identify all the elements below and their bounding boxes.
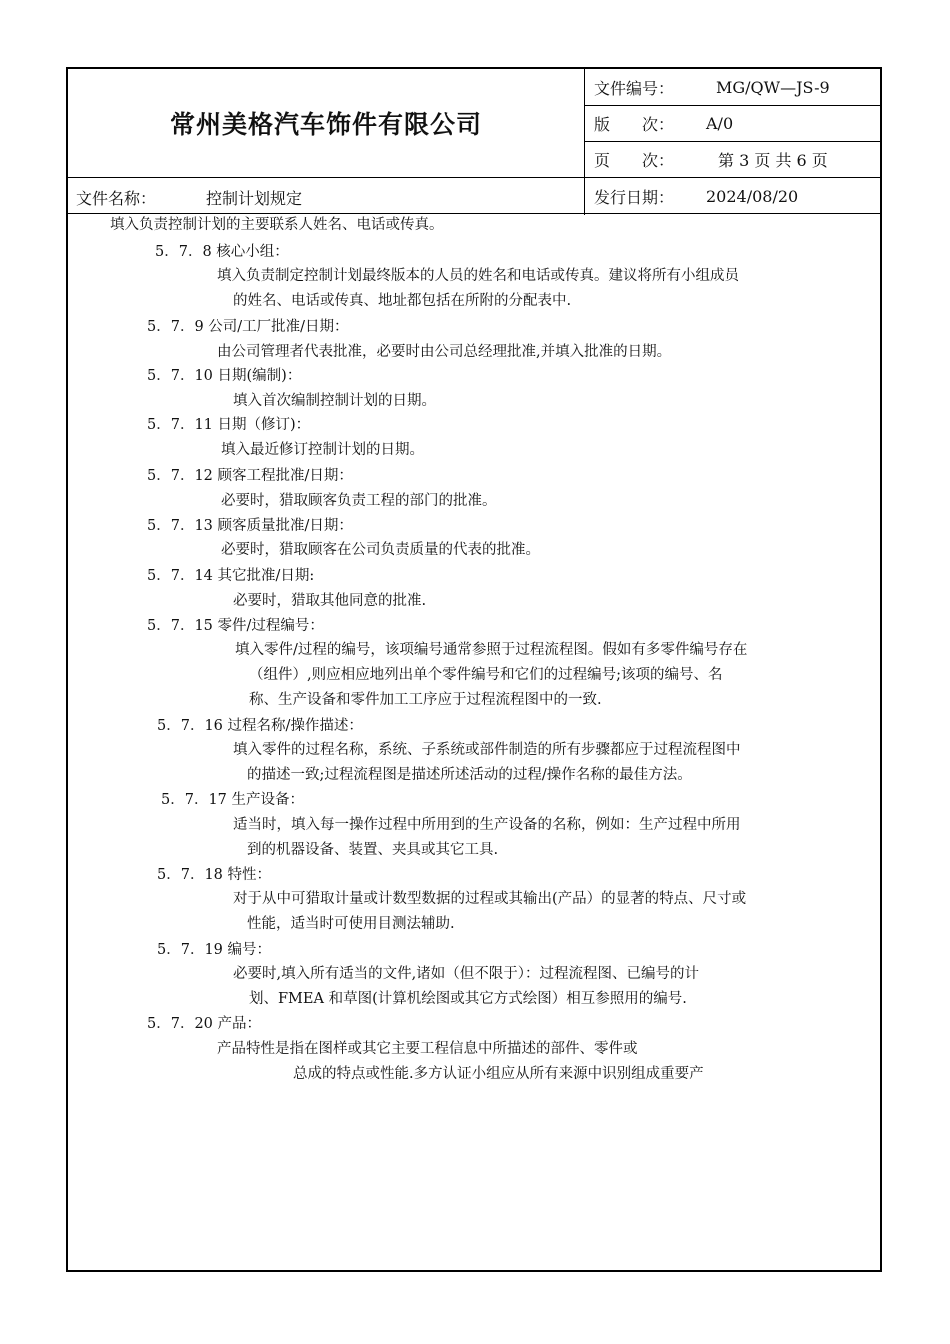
doc-number-value: MG/QW—JS-9 xyxy=(716,77,830,97)
body-line: 填入零件的过程名称，系统、子系统或部件制造的所有步骤都应于过程流程图中 xyxy=(233,742,741,758)
section-heading: 5．7．17 生产设备： xyxy=(161,792,305,808)
body-line: 必要时，猎取顾客负责工程的部门的批准。 xyxy=(221,493,497,509)
version-value: A/0 xyxy=(706,113,734,133)
body-line: 必要时，猎取顾客在公司负责质量的代表的批准。 xyxy=(221,542,540,558)
page-value: 第 3 页 共 6 页 xyxy=(718,150,828,170)
body-line: 填入首次编制控制计划的日期。 xyxy=(233,393,436,409)
doc-number-label: 文件编号： xyxy=(594,78,675,98)
company-name: 常州美格汽车饰件有限公司 xyxy=(169,110,482,139)
section-heading: 5．7．16 过程名称/操作描述： xyxy=(157,718,363,734)
body-line: 称、生产设备和零件加工工序应于过程流程图中的一致. xyxy=(249,692,602,708)
body-line: 的描述一致;过程流程图是描述所述活动的过程/操作名称的最佳方法。 xyxy=(247,767,692,783)
section-heading: 5．7．11 日期（修订)： xyxy=(147,417,311,433)
body-line: 填入零件/过程的编号，该项编号通常参照于过程流程图。假如有多零件编号存在 xyxy=(235,642,748,658)
issue-date-label: 发行日期： xyxy=(594,187,675,207)
section-heading: 5．7．8 核心小组： xyxy=(155,244,289,260)
body-line: 必要时，猎取其他同意的批准. xyxy=(233,593,427,609)
body-line: 适当时，填入每一操作过程中所用到的生产设备的名称，例如：生产过程中所用 xyxy=(233,817,741,833)
version-row xyxy=(594,106,733,140)
file-name-value: 控制计划规定 xyxy=(206,188,303,208)
section-heading: 5．7．10 日期(编制)： xyxy=(147,368,302,384)
body-line: 填入最近修订控制计划的日期。 xyxy=(221,442,424,458)
body-line: 由公司管理者代表批准，必要时由公司总经理批准,并填入批准的日期。 xyxy=(217,344,672,360)
body-line: 到的机器设备、装置、夹具或其它工具. xyxy=(247,842,499,858)
body-line: 对于从中可猎取计量或计数型数据的过程或其输出(产品）的显著的特点、尺寸或 xyxy=(233,891,747,907)
file-name-label: 文件名称： xyxy=(76,188,157,208)
body-line: 性能，适当时可使用目测法辅助. xyxy=(247,916,455,932)
section-heading: 5．7．9 公司/工厂批准/日期： xyxy=(147,319,349,335)
body-line: 必要时,填入所有适当的文件,诸如（但不限于）：过程流程图、已编号的计 xyxy=(233,966,699,982)
body-line: 的姓名、电话或传真、地址都包括在所附的分配表中. xyxy=(233,293,572,309)
section-heading: 5．7．19 编号： xyxy=(157,942,272,958)
version-label: 版 次： xyxy=(594,114,675,134)
body-line: （组件）,则应相应地列出单个零件编号和它们的过程编号;该项的编号、名 xyxy=(249,667,723,683)
header-divider-vertical xyxy=(584,69,585,215)
section-heading: 5．7．14 其它批准/日期: xyxy=(147,568,315,584)
section-heading: 5．7．20 产品： xyxy=(147,1016,262,1032)
page-label: 页 次： xyxy=(594,150,675,170)
doc-number-row xyxy=(594,70,830,104)
body-line: 填入负责控制计划的主要联系人姓名、电话或传真。 xyxy=(110,217,444,233)
section-heading: 5．7．13 顾客质量批准/日期： xyxy=(147,518,353,534)
body-line: 总成的特点或性能.多方认证小组应从所有来源中识别组成重要产 xyxy=(293,1066,704,1082)
body-line: 填入负责制定控制计划最终版本的人员的姓名和电话或传真。建议将所有小组成员 xyxy=(217,268,739,284)
section-heading: 5．7．18 特性： xyxy=(157,867,272,883)
file-name-row xyxy=(76,181,302,213)
header-bottom-divider xyxy=(68,213,882,214)
section-heading: 5．7．15 零件/过程编号： xyxy=(147,618,324,634)
issue-date-value: 2024/08/20 xyxy=(706,186,799,206)
page-row xyxy=(594,142,828,176)
section-heading: 5．7．12 顾客工程批准/日期： xyxy=(147,468,353,484)
body-line: 产品特性是指在图样或其它主要工程信息中所描述的部件、零件或 xyxy=(217,1041,638,1057)
body-line: 划、FMEA 和草图(计算机绘图或其它方式绘图）相互参照用的编号. xyxy=(249,991,687,1007)
issue-date-row xyxy=(594,179,798,213)
header-row-divider xyxy=(68,177,882,178)
